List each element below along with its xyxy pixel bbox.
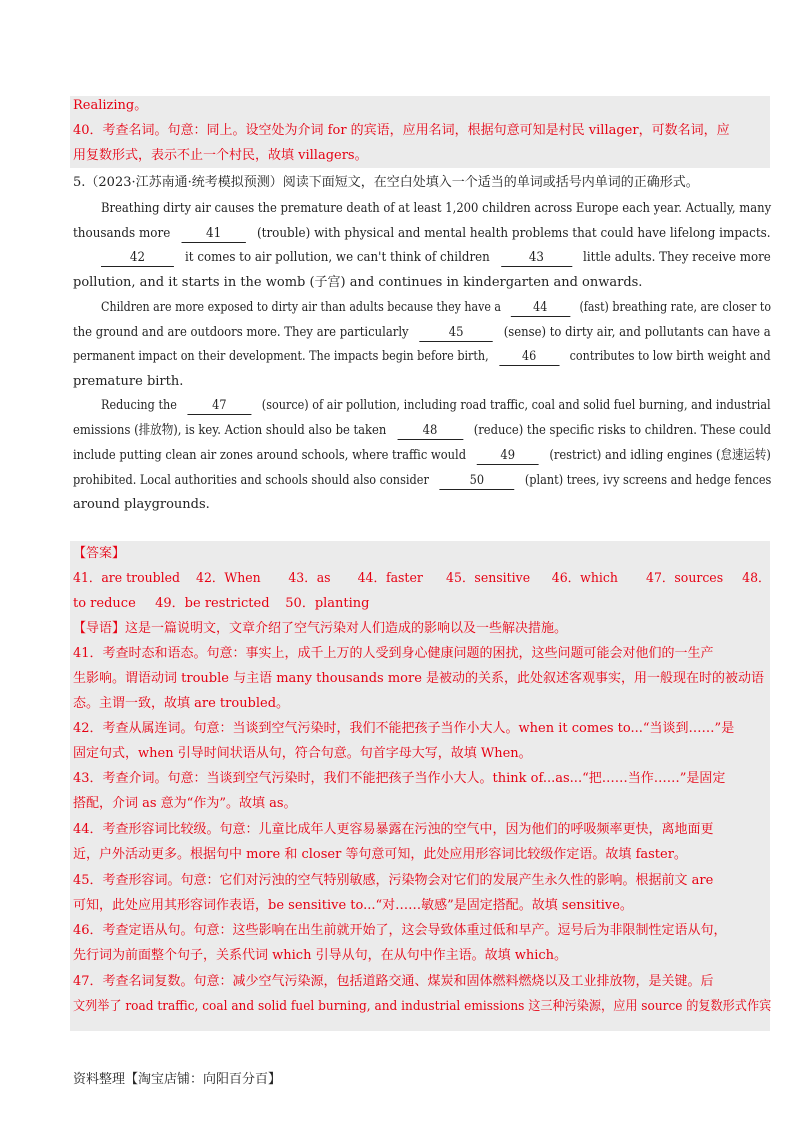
explanation-43: 43．考查介词。句意：当谈到空气污染时，我们不能把孩子当作小大人。think of...as...“把……当作……”是固定 xyxy=(73,771,726,786)
explanation-44-cont: 近，户外活动更多。根据句中 more 和 closer 等句意可知，此处应用形容词比较级作定语。故填 faster。 xyxy=(73,847,687,862)
passage-line xyxy=(73,473,771,490)
passage-text: Children are more exposed to dirty air than adults because they have a xyxy=(101,300,501,315)
answer-item: 47．sources xyxy=(646,571,724,586)
answer-item: 44．faster xyxy=(357,571,423,586)
explanation-41: 41．考查时态和语态。句意：事实上，成千上万的人受到身心健康问题的困扰，这些问题可能会对他们的一生产 xyxy=(73,646,714,661)
passage-text: little adults. They receive more xyxy=(583,250,771,265)
passage-line: around playgrounds. xyxy=(73,497,210,512)
explanation-46: 46．考查定语从句。句意：这些影响在出生前就开始了，这会导致体重过低和早产。逗号后为非限制性定语从句， xyxy=(73,923,727,938)
blank-44[interactable]: 44 xyxy=(510,300,570,317)
explanation-40-cont: 用复数形式，表示不止一个村民，故填 villagers。 xyxy=(73,148,368,163)
blank-50[interactable]: 50 xyxy=(439,473,514,490)
explanation-47-cont: 文列举了 road traffic, coal and solid fuel burning, and industrial emissions 这三种污染源，应用 source 的复数形式作宾 xyxy=(73,999,772,1014)
explanation-42: 42．考查从属连词。句意：当谈到空气污染时，我们不能把孩子当作小大人。when it comes to...“当谈到……”是 xyxy=(73,721,735,736)
footer-text: 资料整理【淘宝店铺：向阳百分百】 xyxy=(73,1072,282,1087)
explanation-45-cont: 可知，此处应用其形容词作表语，be sensitive to...“对……敏感”是固定搭配。故填 sensitive。 xyxy=(73,898,633,913)
answer-title: 【答案】 xyxy=(73,546,126,561)
answer-item: 45．sensitive xyxy=(446,571,531,586)
explanation-45: 45．考查形容词。句意：它们对污浊的空气特别敏感，污染物会对它们的发展产生永久性的影响。根据前文 are xyxy=(73,873,714,888)
answer-item: 49．be restricted xyxy=(155,596,270,611)
blank-48[interactable]: 48 xyxy=(397,423,463,440)
passage-text: (reduce) the specific risks to children. These could xyxy=(473,423,772,438)
passage-line xyxy=(73,325,771,342)
explanation-47: 47．考查名词复数。句意：减少空气污染源，包括道路交通、煤炭和固体燃料燃烧以及工业排放物，是关键。后 xyxy=(73,974,714,989)
passage-text: thousands more xyxy=(73,226,171,241)
passage-text: (trouble) with physical and mental health problems that could have lifelong impacts. xyxy=(256,226,771,241)
answer-item: 41．are troubled xyxy=(73,571,181,586)
passage-line xyxy=(73,423,771,440)
answer-item: 48． xyxy=(742,571,771,586)
passage-text: it comes to air pollution, we can't think of children xyxy=(184,250,490,265)
explanation-40: 40．考查名词。句意：同上。设空处为介词 for 的宾语，应用名词，根据句意可知是村民 villager，可数名词，应 xyxy=(73,123,730,138)
passage-line: pollution, and it starts in the womb (子宫) and continues in kindergarten and onwards. xyxy=(73,275,643,290)
task-header: 5.（2023·江苏南通·统考模拟预测）阅读下面短文，在空白处填入一个适当的单词或括号内单词的正确形式。 xyxy=(73,175,699,190)
passage-text: prohibited. Local authorities and schools should also consider xyxy=(73,473,429,488)
blank-47[interactable]: 47 xyxy=(187,398,251,415)
passage-text: (sense) to dirty air, and pollutants can have a xyxy=(503,325,771,340)
blank-46[interactable]: 46 xyxy=(499,349,559,366)
prev-line: Realizing。 xyxy=(73,98,148,113)
explanation-42-cont: 固定句式，when 引导时间状语从句，符合句意。句首字母大写，故填 When。 xyxy=(73,746,532,761)
passage-line xyxy=(73,448,771,465)
passage-text: emissions (排放物), is key. Action should also be taken xyxy=(73,423,387,438)
passage-text: Reducing the xyxy=(101,398,177,413)
blank-43[interactable]: 43 xyxy=(501,250,572,267)
answer-item: 46．which xyxy=(551,571,618,586)
answer-item: 43．as xyxy=(288,571,331,586)
passage-text: (fast) breathing rate, are closer to xyxy=(579,300,771,315)
explanation-44: 44．考查形容词比较级。句意：儿童比成年人更容易暴露在污浊的空气中，因为他们的呼吸频率更快，离地面更 xyxy=(73,822,714,837)
answer-item: to reduce xyxy=(73,596,136,611)
guide-text: 【导语】这是一篇说明文，文章介绍了空气污染对人们造成的影响以及一些解决措施。 xyxy=(73,621,568,636)
blank-41[interactable]: 41 xyxy=(181,226,245,243)
passage-line: Breathing dirty air causes the premature death of at least 1,200 children across Europe each year. Actually, many xyxy=(101,201,772,216)
passage-text: (restrict) and idling engines (怠速运转) xyxy=(549,448,771,463)
explanation-46-cont: 先行词为前面整个句子，关系代词 which 引导从句，在从句中作主语。故填 which。 xyxy=(73,948,568,963)
passage-text: contributes to low birth weight and xyxy=(569,349,771,364)
passage-line xyxy=(73,226,771,243)
blank-42[interactable]: 42 xyxy=(101,250,174,267)
blank-49[interactable]: 49 xyxy=(477,448,539,465)
answer-item: 50．planting xyxy=(285,596,370,611)
explanation-41-cont: 生影响。谓语动词 trouble 与主语 many thousands more 是被动的关系，此处叙述客观事实，用一般现在时的被动语 xyxy=(73,671,765,686)
passage-text: (plant) trees, ivy screens and hedge fences xyxy=(524,473,772,488)
answer-row xyxy=(73,596,370,612)
passage-text: (source) of air pollution, including road traffic, coal and solid fuel burning, and industrial xyxy=(261,398,771,413)
answer-item: 42．When xyxy=(196,571,261,586)
passage-line xyxy=(101,300,771,317)
explanation-43-cont: 搭配，介词 as 意为“作为”。故填 as。 xyxy=(73,796,297,811)
passage-text: include putting clean air zones around schools, where traffic would xyxy=(73,448,467,463)
passage-text: permanent impact on their development. The impacts begin before birth, xyxy=(73,349,489,364)
blank-45[interactable]: 45 xyxy=(419,325,492,342)
passage-line: premature birth. xyxy=(73,374,184,389)
passage-line xyxy=(73,349,771,366)
answer-row xyxy=(73,571,771,587)
passage-line xyxy=(101,398,771,415)
passage-line xyxy=(101,250,771,267)
passage-text: the ground and are outdoors more. They are particularly xyxy=(73,325,409,340)
explanation-41-cont: 态。主谓一致，故填 are troubled。 xyxy=(73,696,290,711)
